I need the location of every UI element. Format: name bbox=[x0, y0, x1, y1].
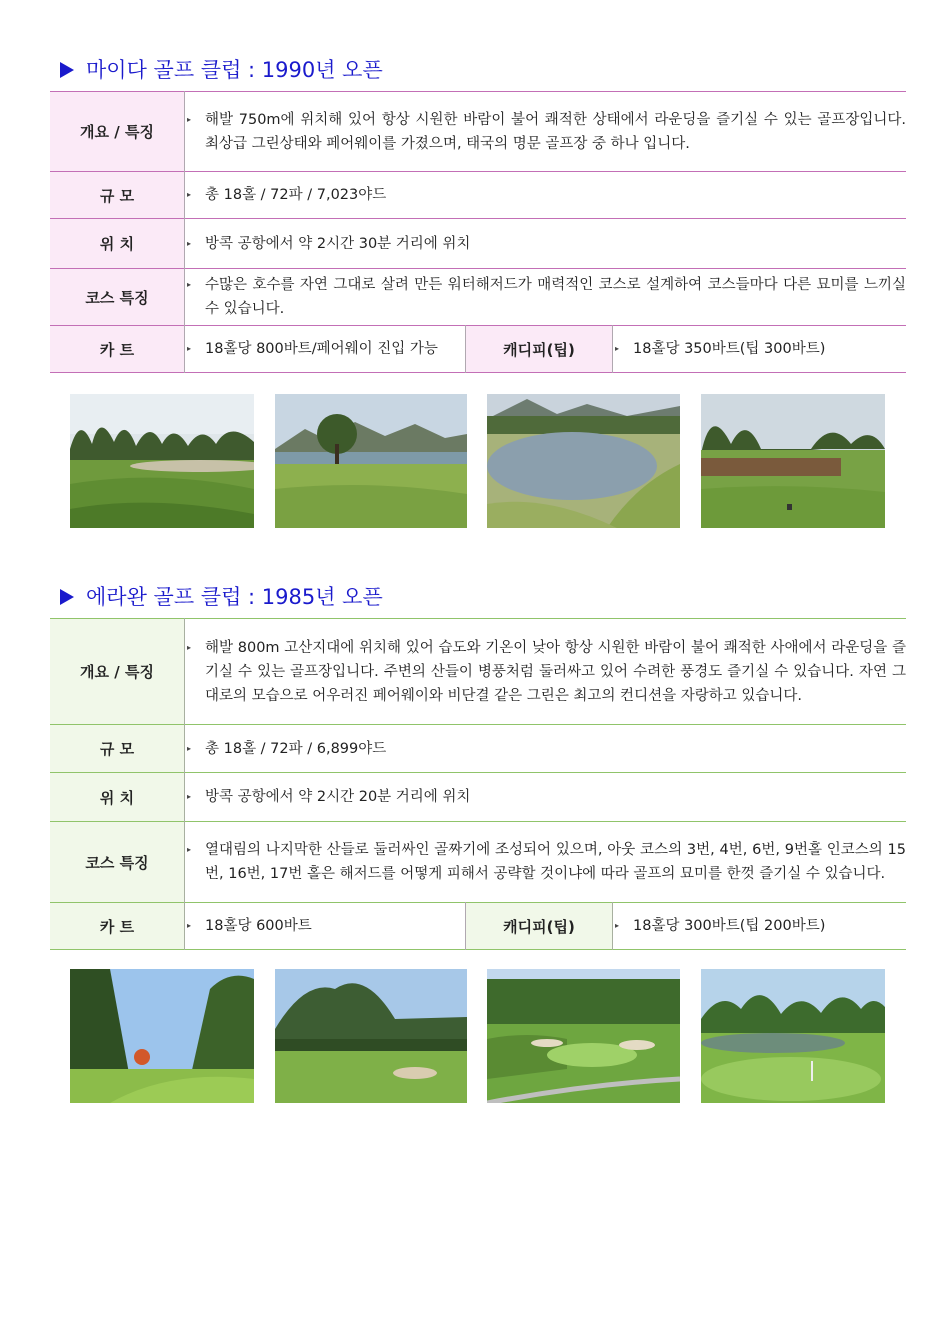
golf-course-photo bbox=[487, 394, 680, 528]
caddie-text: 18홀당 350바트(팁 300바트) bbox=[633, 341, 826, 357]
scale-text: 총 18홀 / 72파 / 7,023야드 bbox=[205, 187, 387, 203]
label-scale: 규 모 bbox=[50, 725, 185, 773]
row-location bbox=[50, 773, 906, 822]
small-triangle-bullet-icon: ▸ bbox=[187, 114, 192, 124]
caddie-text: 18홀당 300바트(팁 200바트) bbox=[633, 918, 826, 934]
golf-course-photo bbox=[701, 969, 885, 1103]
label-location: 위 치 bbox=[50, 773, 185, 822]
photo-strip-maida bbox=[0, 394, 950, 528]
scale-text: 총 18홀 / 72파 / 6,899야드 bbox=[205, 740, 387, 757]
row-feature bbox=[50, 269, 906, 326]
row-scale bbox=[50, 725, 906, 773]
label-overview: 개요 / 특징 bbox=[50, 92, 185, 172]
label-caddie: 캐디피(팁) bbox=[466, 326, 613, 373]
row-overview bbox=[50, 92, 906, 172]
golf-course-photo bbox=[275, 969, 467, 1103]
row-feature bbox=[50, 822, 906, 903]
label-caddie: 캐디피(팁) bbox=[466, 903, 613, 950]
golf-course-photo bbox=[487, 969, 680, 1103]
overview-text: 해발 750m에 위치해 있어 항상 시원한 바람이 불어 쾌적한 상태에서 라운딩을 즐기실 수 있는 골프장입니다. 최상급 그린상태와 페어웨이를 가졌으며, 태국의 명문 골프장 중 하나 입니다. bbox=[205, 111, 906, 152]
small-triangle-bullet-icon: ▸ bbox=[187, 921, 192, 930]
label-feature: 코스 특징 bbox=[50, 269, 185, 326]
row-scale bbox=[50, 172, 906, 219]
label-location: 위 치 bbox=[50, 219, 185, 269]
section-heading bbox=[60, 55, 906, 85]
section-title: 에라완 골프 클럽 : 1985년 오픈 bbox=[86, 585, 383, 609]
overview-text: 해발 800m 고산지대에 위치해 있어 습도와 기온이 낮아 항상 시원한 바람이 불어 쾌적한 사애에서 라운딩을 즐기실 수 있는 골프장입니다. 주변의 산들이 병풍처럼 둘러싸고 있어 수려한 풍경도 즐기실 수 있습니다. 자연 그대로의 모습으로 어우러진 페어웨이와 비단결 같은 그린은 최고의 컨디션을 자랑하고 있습니다. bbox=[205, 639, 906, 704]
small-triangle-bullet-icon: ▸ bbox=[187, 344, 192, 353]
small-triangle-bullet-icon: ▸ bbox=[187, 845, 192, 854]
label-cart: 카 트 bbox=[50, 326, 185, 373]
row-location bbox=[50, 219, 906, 269]
section-title: 마이다 골프 클럽 : 1990년 오픈 bbox=[86, 58, 383, 82]
small-triangle-bullet-icon: ▸ bbox=[187, 238, 192, 248]
small-triangle-bullet-icon: ▸ bbox=[187, 642, 192, 652]
golf-course-photo bbox=[275, 394, 467, 528]
photo-strip-erawan bbox=[0, 969, 950, 1103]
course-info-table bbox=[50, 618, 906, 950]
feature-text: 수많은 호수를 자연 그대로 살려 만든 워터해저드가 매력적인 코스로 설계하여 코스들마다 다른 묘미를 느끼실 수 있습니다. bbox=[205, 277, 906, 317]
location-text: 방콕 공항에서 약 2시간 20분 거리에 위치 bbox=[205, 789, 471, 805]
row-cart-caddie bbox=[50, 903, 906, 950]
small-triangle-bullet-icon: ▸ bbox=[187, 280, 192, 289]
golf-course-photo bbox=[70, 394, 254, 528]
course-section-erawan bbox=[50, 582, 906, 950]
location-text: 방콕 공항에서 약 2시간 30분 거리에 위치 bbox=[205, 235, 471, 252]
row-overview bbox=[50, 619, 906, 725]
golf-course-photo bbox=[701, 394, 885, 528]
section-heading bbox=[60, 582, 906, 612]
small-triangle-bullet-icon: ▸ bbox=[615, 921, 620, 930]
small-triangle-bullet-icon: ▸ bbox=[187, 743, 192, 753]
small-triangle-bullet-icon: ▸ bbox=[187, 190, 192, 199]
label-scale: 규 모 bbox=[50, 172, 185, 219]
label-feature: 코스 특징 bbox=[50, 822, 185, 903]
triangle-bullet-icon bbox=[60, 62, 74, 78]
golf-course-photo bbox=[70, 969, 254, 1103]
course-info-table bbox=[50, 91, 906, 373]
feature-text: 열대림의 나지막한 산들로 둘러싸인 골짜기에 조성되어 있으며, 아웃 코스의 3번, 4번, 6번, 9번홀 인코스의 15번, 16번, 17번 홀은 해저드를 어떻게 피해서 공략할 것이냐에 따라 골프의 묘미를 한껏 즐기실 수 있습니다. bbox=[205, 842, 906, 882]
cart-text: 18홀당 600바트 bbox=[205, 918, 312, 934]
small-triangle-bullet-icon: ▸ bbox=[187, 792, 192, 801]
label-overview: 개요 / 특징 bbox=[50, 619, 185, 725]
label-cart: 카 트 bbox=[50, 903, 185, 950]
small-triangle-bullet-icon: ▸ bbox=[615, 344, 620, 353]
row-cart-caddie bbox=[50, 326, 906, 373]
cart-text: 18홀당 800바트/페어웨이 진입 가능 bbox=[205, 341, 438, 357]
course-section-maida bbox=[50, 55, 906, 373]
triangle-bullet-icon bbox=[60, 589, 74, 605]
